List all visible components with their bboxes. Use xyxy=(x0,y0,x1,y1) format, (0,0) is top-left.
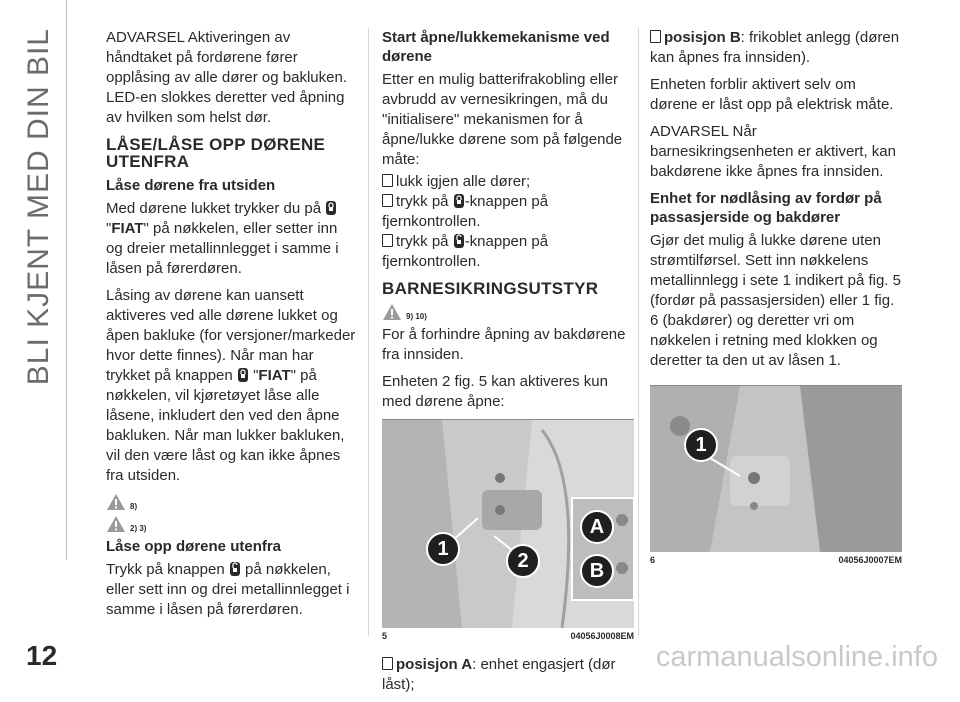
paragraph-child-lock-activate: Enheten 2 fig. 5 kan aktiveres kun med dørene åpne: xyxy=(382,373,608,410)
callout-2: 2 xyxy=(506,544,540,578)
subheading-emergency-lock: Enhet for nødlåsing av fordør på passasjerside og bakdører xyxy=(650,190,882,226)
position-a: posisjon A: enhet engasjert (dør låst); xyxy=(382,656,616,693)
paragraph-electric-unlock: Enheten forblir aktivert selv om dørene er låst opp på elektrisk måte. xyxy=(650,76,894,113)
column-2 xyxy=(382,28,634,702)
position-b: posisjon B: frikoblet anlegg (døren kan åpnes fra innsiden). xyxy=(650,29,900,66)
figure-caption: 6 04056J0007EM xyxy=(650,555,902,565)
checkbox-bullet-icon xyxy=(382,234,393,247)
subheading-init-mechanism: Start åpne/lukkemekanisme ved dørene xyxy=(382,29,610,65)
warning-ref: 9) 10) xyxy=(382,303,634,321)
column-divider xyxy=(368,28,369,636)
checkbox-bullet-icon xyxy=(650,30,661,43)
callout-B: B xyxy=(580,554,614,588)
warning-ref: 2) 3) xyxy=(106,515,358,533)
unlock-key-icon xyxy=(229,561,241,577)
paragraph-unlock-doors: Trykk på knappen på nøkkelen, eller sett inn og drei metallinnlegget i samme i låsen på førerdøren. xyxy=(106,561,350,618)
rear-door-lock-illustration xyxy=(650,386,902,552)
column-3 xyxy=(650,28,902,565)
figure-caption: 5 04056J0008EM xyxy=(382,631,634,641)
section-title: BLI KJENT MED DIN BIL xyxy=(22,28,55,386)
subheading-unlock-doors: Låse opp dørene utenfra xyxy=(106,538,282,555)
lock-key-icon xyxy=(453,193,465,209)
paragraph-lock-tailgate: Låsing av dørene kan uansett aktiveres ved alle dørene lukket og åpen bakluke (for versjoner/markeder hvor dette finnes). Når man har trykket på knappen "FIAT" på nøkkelen, vil kjøretøyet låse alle låsene, inkludert den ved den åpne bakluken. Når man lukker bakluken, vil den være låst og kan ikke åpnes fra utsiden. xyxy=(106,287,356,484)
paragraph-init: Etter en mulig batterifrakobling eller avbrudd av vernesikringen, må du "initialisere" mekanismen for å åpne/lukke dørene som på følgende måte: xyxy=(382,71,623,168)
checkbox-bullet-icon xyxy=(382,194,393,207)
list-item: trykk på -knappen på fjernkontrollen. xyxy=(382,193,549,230)
lock-key-icon xyxy=(237,367,249,383)
advarsel-paragraph: ADVARSEL Aktiveringen av håndtaket på fordørene fører opplåsing av alle dører og bakluken. LED-en slokkes deretter ved åpning av hvilken som helst dør. xyxy=(106,29,347,126)
warning-ref: 8) xyxy=(106,493,358,511)
section-heading-child-lock: BARNESIKRINGSUTSTYR xyxy=(382,279,599,298)
warning-triangle-icon xyxy=(106,515,126,533)
paragraph-child-lock: For å forhindre åpning av bakdørene fra innsiden. xyxy=(382,326,626,363)
page-number: 12 xyxy=(26,640,58,671)
unlock-key-icon xyxy=(453,233,465,249)
figure-6 xyxy=(650,385,902,552)
list-item: trykk på -knappen på fjernkontrollen. xyxy=(382,233,549,270)
column-1 xyxy=(106,28,358,627)
paragraph-emergency-lock: Gjør det mulig å lukke dørene uten strømtilførsel. Sett inn nøkkelens metallinnlegg i sete 1 indikert på fig. 5 (fordør på passasjersiden) eller 1 fig. 6 (bakdører) og deretter vri om nøkkelen i retning med klokken og deretter ta den ut av låsen 1. xyxy=(650,232,901,369)
subheading-lock-doors: Låse dørene fra utsiden xyxy=(106,177,276,194)
checkbox-bullet-icon xyxy=(382,657,393,670)
warning-triangle-icon xyxy=(106,493,126,511)
checkbox-bullet-icon xyxy=(382,174,393,187)
paragraph-lock-doors: Med dørene lukket trykker du på "FIAT" på nøkkelen, eller setter inn og dreier metallinnlegget i samme i låsen på førerdøren. xyxy=(106,200,339,277)
callout-1: 1 xyxy=(426,532,460,566)
callout-1: 1 xyxy=(684,428,718,462)
warning-triangle-icon xyxy=(382,303,402,321)
callout-A: A xyxy=(580,510,614,544)
lock-key-icon xyxy=(325,200,337,216)
side-divider xyxy=(66,0,67,560)
watermark: carmanualsonline.info xyxy=(655,641,938,673)
list-item: lukk igjen alle dører; xyxy=(382,172,634,192)
column-divider xyxy=(638,28,639,636)
section-heading-lock-outside: LÅSE/LÅSE OPP DØRENE UTENFRA xyxy=(106,135,326,171)
figure-5 xyxy=(382,419,634,628)
advarsel-child-lock: ADVARSEL Når barnesikringsenheten er aktivert, kan bakdørene ikke åpnes fra innsiden. xyxy=(650,123,896,180)
